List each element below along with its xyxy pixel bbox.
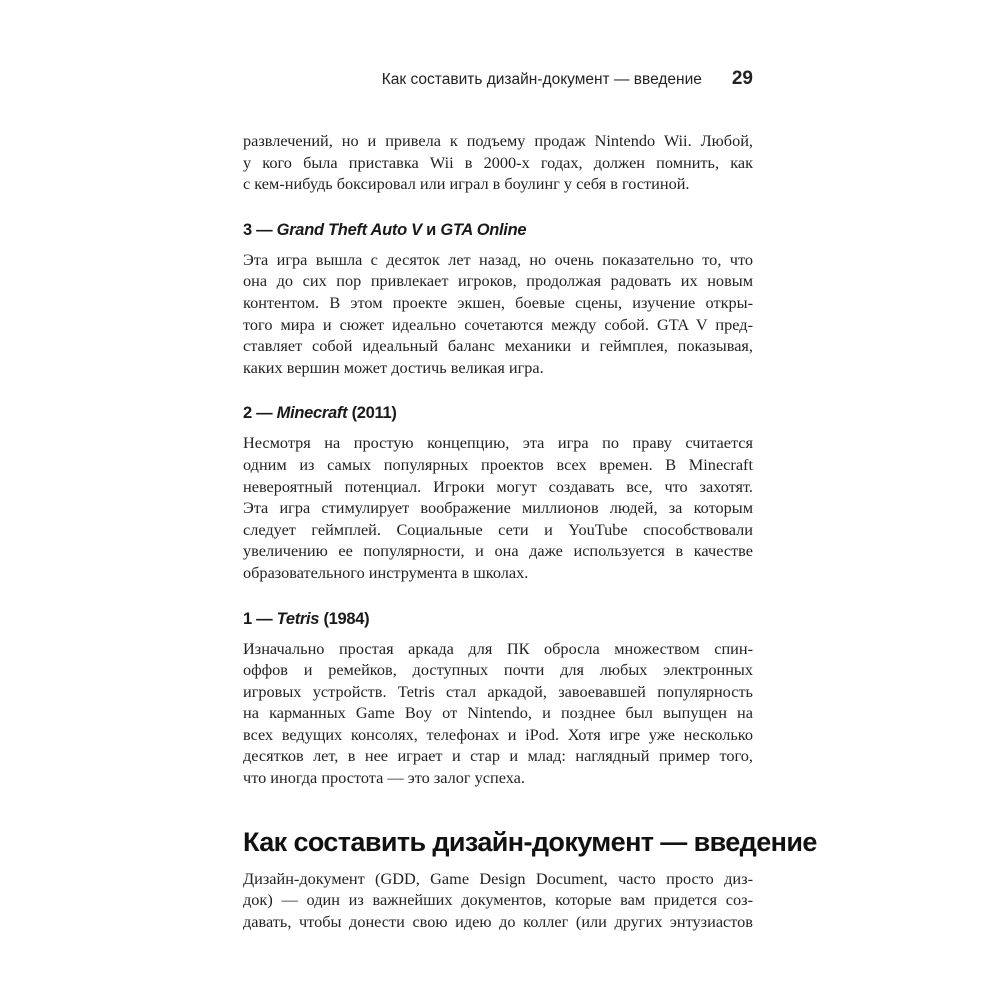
- text-line: Эта игра вышла с десяток лет назад, но очень показательно то, что: [243, 249, 753, 269]
- text-line: десятков лет, в нее играет и стар и млад: наглядный пример того,: [243, 746, 753, 766]
- heading-game-title: Tetris: [276, 609, 320, 628]
- section-paragraph-minecraft: [243, 432, 753, 583]
- text-line: ставляет собой идеальный баланс механики и геймплея, показывая,: [243, 336, 753, 356]
- text-line: каких вершин может достичь великая игра.: [243, 357, 544, 377]
- section-heading-gta: [243, 221, 753, 240]
- text-line: Эта игра стимулирует воображение миллионов людей, за которым: [243, 498, 753, 518]
- heading-rank: 1 —: [243, 609, 277, 628]
- section-heading-tetris: [243, 610, 753, 629]
- section-paragraph-gta: [243, 249, 753, 379]
- text-line: Несмотря на простую концепцию, эта игра по праву считается: [243, 433, 753, 453]
- intro-paragraph: [243, 130, 753, 195]
- heading-connector: и: [421, 220, 441, 239]
- chapter-intro-paragraph: [243, 868, 753, 933]
- running-header: [243, 68, 753, 98]
- text-line: следует геймплей. Социальные сети и YouTube способствовали: [243, 519, 753, 539]
- heading-rank: 2 —: [243, 404, 277, 423]
- text-line: всех ведущих консолях, телефонах и iPod. Хотя игре уже несколько: [243, 724, 753, 744]
- running-header-title: Как составить дизайн-документ — введение: [381, 71, 702, 88]
- heading-game-title: Minecraft: [276, 404, 348, 423]
- heading-year: (2011): [347, 404, 397, 423]
- section-heading-minecraft: [243, 404, 753, 423]
- text-line: давать, чтобы донести свою идею до коллег (или других энтузиастов: [243, 911, 753, 931]
- heading-game-title-2: GTA Online: [440, 220, 527, 239]
- heading-game-title: Grand Theft Auto V: [276, 220, 422, 239]
- text-line: она до сих пор привлекает игроков, продолжая радовать их новым: [243, 271, 753, 291]
- text-line: оффов и ремейков, доступных почти для любых электронных: [243, 660, 753, 680]
- text-line: развлечений, но и привела к подъему продаж Nintendo Wii. Любой,: [243, 131, 753, 150]
- text-line: Дизайн-документ (GDD, Game Design Document, часто просто диз-: [243, 868, 753, 888]
- chapter-heading: Как составить дизайн-документ — введение: [243, 826, 817, 857]
- text-line: образовательного инструмента в школах.: [243, 562, 529, 582]
- text-line: с кем-нибудь боксировал или играл в боулинг у себя в гостиной.: [243, 174, 690, 194]
- text-line: увеличению ее популярности, и она даже используется в качестве: [243, 541, 753, 561]
- text-line: того мира и сюжет идеально сочетаются между собой. GTA V пред-: [243, 314, 753, 334]
- text-line: контентом. В этом проекте экшен, боевые сцены, изучение откры-: [243, 292, 753, 312]
- book-page: [243, 68, 817, 932]
- text-line: док) — один из важнейших документов, которые вам придется соз-: [243, 890, 753, 910]
- text-line: Изначально простая аркада для ПК обросла множеством спин-: [243, 638, 753, 658]
- text-line: невероятный потенциал. Игроки могут создавать все, что захотят.: [243, 476, 753, 496]
- page-number: 29: [731, 68, 753, 89]
- heading-rank: 3 —: [243, 220, 277, 239]
- heading-year: (1984): [319, 609, 370, 628]
- section-paragraph-tetris: [243, 638, 753, 789]
- text-line: на карманных Game Boy от Nintendo, и позднее был выпущен на: [243, 703, 753, 723]
- text-line: игровых устройств. Tetris стал аркадой, завоевавшей популярность: [243, 681, 753, 701]
- text-line: у кого была приставка Wii в 2000-х годах, должен помнить, как: [243, 152, 753, 172]
- text-line: одним из самых популярных проектов всех времен. В Minecraft: [243, 454, 753, 474]
- text-line: что иногда простота — это залог успеха.: [243, 768, 525, 788]
